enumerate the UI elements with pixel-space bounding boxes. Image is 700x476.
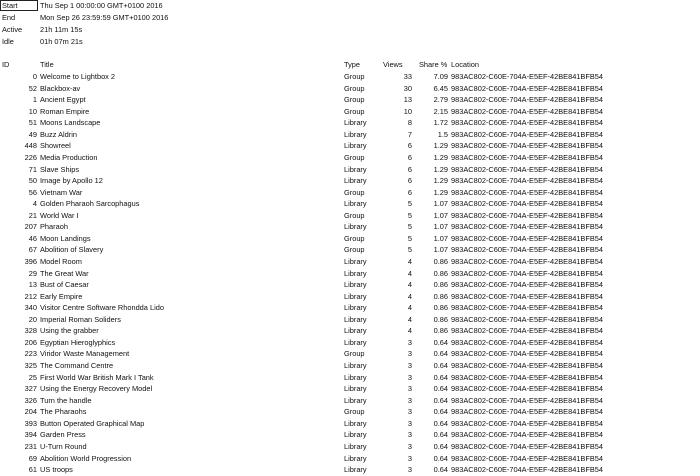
cell-title[interactable]: Buzz Aldrin [40,129,77,139]
cell-views[interactable]: 13 [403,95,412,105]
cell-id[interactable]: 4 [32,199,37,209]
cell-type[interactable]: Group [344,95,365,105]
table-row [0,129,700,141]
cell-id[interactable]: 1 [32,95,37,105]
cell-title[interactable]: Ancient Egypt [40,95,86,105]
cell-share[interactable]: 0.64 [433,441,448,451]
column-header-location[interactable]: Location [451,60,479,69]
meta-value[interactable]: Mon Sep 26 23:59:59 GMT+0100 2016 [40,13,169,22]
cell-location[interactable]: 983AC802-C60E-704A-E5EF-42BE841BFB54 [451,83,604,93]
cell-title[interactable]: US troops [40,465,73,474]
column-header-views[interactable]: Views [383,60,403,69]
cell-location[interactable]: 983AC802-C60E-704A-E5EF-42BE841BFB54 [451,129,604,139]
cell-title[interactable]: Showreel [40,141,71,151]
table-row [0,152,700,164]
cell-type[interactable]: Group [344,407,365,417]
cell-views[interactable]: 6 [407,152,412,162]
cell-share[interactable]: 6.45 [433,83,448,93]
cell-share[interactable]: 0.86 [433,303,448,313]
cell-location[interactable]: 983AC802-C60E-704A-E5EF-42BE841BFB54 [451,441,604,451]
cell-type[interactable]: Group [344,106,365,116]
cell-location[interactable]: 983AC802-C60E-704A-E5EF-42BE841BFB54 [451,407,604,417]
cell-share[interactable]: 0.64 [433,453,448,463]
cell-title[interactable]: Early Empire [40,291,83,301]
cell-title[interactable]: Moons Landscape [40,118,101,128]
cell-views[interactable]: 3 [407,372,412,382]
table-row [0,302,700,314]
cell-id[interactable]: 29 [28,268,37,278]
cell-title[interactable]: Abolition World Progression [40,453,132,463]
cell-type[interactable]: Group [344,187,365,197]
cell-title[interactable]: First World War British Mark I Tank [40,372,154,382]
table-row [0,140,700,152]
cell-share[interactable]: 0.64 [433,465,448,474]
cell-type[interactable]: Group [344,72,365,81]
table-row [0,117,700,129]
table-row [0,406,700,418]
cell-title[interactable]: Vietnam War [40,187,83,197]
cell-views[interactable]: 4 [407,326,412,336]
table-row [0,453,700,465]
cell-location[interactable]: 983AC802-C60E-704A-E5EF-42BE841BFB54 [451,291,604,301]
cell-id[interactable]: 204 [24,407,37,417]
cell-title[interactable]: Viridor Waste Management [40,349,130,359]
cell-type[interactable]: Library [344,164,367,174]
cell-title[interactable]: Bust of Caesar [40,280,89,290]
cell-location[interactable]: 983AC802-C60E-704A-E5EF-42BE841BFB54 [451,233,604,243]
cell-share[interactable]: 0.86 [433,326,448,336]
column-header-type[interactable]: Type [344,60,361,69]
column-header-row [0,59,700,71]
cell-id[interactable]: 51 [28,118,37,128]
table-row [0,383,700,395]
cell-type[interactable]: Library [344,430,367,440]
cell-type[interactable]: Library [344,129,367,139]
cell-share[interactable]: 0.86 [433,268,448,278]
cell-share[interactable]: 7.09 [433,72,448,81]
cell-type[interactable]: Library [344,441,367,451]
cell-views[interactable]: 4 [407,291,412,301]
cell-views[interactable]: 30 [403,83,412,93]
cell-share[interactable]: 1.29 [433,187,448,197]
cell-views[interactable]: 6 [407,187,412,197]
cell-id[interactable]: 396 [24,257,37,266]
cell-location[interactable]: 983AC802-C60E-704A-E5EF-42BE841BFB54 [451,372,604,382]
cell-id[interactable]: 327 [24,384,37,394]
cell-type[interactable]: Library [344,291,367,301]
table-row [0,164,700,176]
cell-type[interactable]: Group [344,245,365,255]
cell-location[interactable]: 983AC802-C60E-704A-E5EF-42BE841BFB54 [451,326,604,336]
cell-views[interactable]: 4 [407,257,412,266]
cell-location[interactable]: 983AC802-C60E-704A-E5EF-42BE841BFB54 [451,245,604,255]
cell-views[interactable]: 3 [407,361,412,370]
cell-share[interactable]: 0.86 [433,314,448,324]
cell-type[interactable]: Group [344,83,365,93]
cell-type[interactable]: Library [344,337,367,347]
cell-title[interactable]: The Pharaohs [40,407,87,417]
cell-location[interactable]: 983AC802-C60E-704A-E5EF-42BE841BFB54 [451,349,604,359]
table-row [0,210,700,222]
cell-type[interactable]: Library [344,303,367,313]
cell-type[interactable]: Library [344,465,367,474]
cell-type[interactable]: Library [344,395,367,405]
cell-title[interactable]: Imperial Roman Soliders [40,314,121,324]
cell-location[interactable]: 983AC802-C60E-704A-E5EF-42BE841BFB54 [451,361,604,370]
cell-type[interactable]: Library [344,141,367,151]
cell-title[interactable]: Moon Landings [40,233,91,243]
cell-id[interactable]: 13 [28,280,37,290]
cell-id[interactable]: 10 [28,106,37,116]
cell-views[interactable]: 3 [407,349,412,359]
cell-id[interactable]: 394 [24,430,37,440]
cell-type[interactable]: Group [344,152,365,162]
cell-location[interactable]: 983AC802-C60E-704A-E5EF-42BE841BFB54 [451,257,604,266]
cell-views[interactable]: 3 [407,430,412,440]
cell-views[interactable]: 5 [407,210,412,220]
column-header-id[interactable]: ID [2,60,10,69]
cell-title[interactable]: Visitor Centre Software Rhondda Lido [40,303,164,313]
cell-share[interactable]: 0.64 [433,337,448,347]
cell-title[interactable]: The Command Centre [40,361,114,370]
cell-views[interactable]: 6 [407,141,412,151]
table-row [0,198,700,210]
cell-location[interactable]: 983AC802-C60E-704A-E5EF-42BE841BFB54 [451,268,604,278]
cell-title[interactable]: Using the Energy Recovery Model [40,384,153,394]
cell-location[interactable]: 983AC802-C60E-704A-E5EF-42BE841BFB54 [451,280,604,290]
cell-views[interactable]: 6 [407,164,412,174]
cell-id[interactable]: 231 [24,441,37,451]
table-row [0,360,700,372]
cell-share[interactable]: 1.5 [437,129,448,139]
table-row [0,314,700,326]
cell-id[interactable]: 20 [28,314,37,324]
table-row [0,256,700,268]
cell-id[interactable]: 328 [24,326,37,336]
cell-location[interactable]: 983AC802-C60E-704A-E5EF-42BE841BFB54 [451,384,604,394]
cell-location[interactable]: 983AC802-C60E-704A-E5EF-42BE841BFB54 [451,187,604,197]
cell-id[interactable]: 212 [24,291,37,301]
table-row [0,337,700,349]
cell-type[interactable]: Library [344,418,367,428]
cell-location[interactable]: 983AC802-C60E-704A-E5EF-42BE841BFB54 [451,210,604,220]
table-row [0,279,700,291]
cell-location[interactable]: 983AC802-C60E-704A-E5EF-42BE841BFB54 [451,152,604,162]
cell-id[interactable]: 56 [28,187,37,197]
cell-title[interactable]: Blackbox-av [40,83,81,93]
cell-views[interactable]: 3 [407,418,412,428]
cell-share[interactable]: 2.79 [433,95,448,105]
cell-location[interactable]: 983AC802-C60E-704A-E5EF-42BE841BFB54 [451,465,604,474]
cell-id[interactable]: 326 [24,395,37,405]
cell-views[interactable]: 4 [407,280,412,290]
cell-type[interactable]: Library [344,257,367,266]
cell-id[interactable]: 393 [24,418,37,428]
table-row [0,175,700,187]
cell-location[interactable]: 983AC802-C60E-704A-E5EF-42BE841BFB54 [451,337,604,347]
cell-type[interactable]: Group [344,349,365,359]
cell-location[interactable]: 983AC802-C60E-704A-E5EF-42BE841BFB54 [451,395,604,405]
table-row [0,325,700,337]
cell-views[interactable]: 5 [407,233,412,243]
meta-row-end [0,12,700,24]
cell-id[interactable]: 50 [28,176,37,185]
cell-title[interactable]: Egyptian Hieroglyphics [40,337,116,347]
cell-location[interactable]: 983AC802-C60E-704A-E5EF-42BE841BFB54 [451,222,604,232]
cell-id[interactable]: 226 [24,152,37,162]
meta-label[interactable]: Active [2,25,23,34]
cell-views[interactable]: 3 [407,384,412,394]
cell-title[interactable]: Roman Empire [40,106,90,116]
cell-location[interactable]: 983AC802-C60E-704A-E5EF-42BE841BFB54 [451,176,604,185]
cell-id[interactable]: 69 [28,453,37,463]
cell-id[interactable]: 46 [28,233,37,243]
cell-id[interactable]: 325 [24,361,37,370]
cell-location[interactable]: 983AC802-C60E-704A-E5EF-42BE841BFB54 [451,72,604,81]
cell-location[interactable]: 983AC802-C60E-704A-E5EF-42BE841BFB54 [451,106,604,116]
table-row [0,418,700,430]
table-row [0,83,700,95]
meta-value[interactable]: 21h 11m 15s [40,25,83,34]
cell-type[interactable]: Group [344,233,365,243]
cell-id[interactable]: 207 [24,222,37,232]
cell-id[interactable]: 223 [24,349,37,359]
cell-views[interactable]: 6 [407,176,412,185]
cell-id[interactable]: 448 [24,141,37,151]
cell-views[interactable]: 8 [407,118,412,128]
cell-location[interactable]: 983AC802-C60E-704A-E5EF-42BE841BFB54 [451,453,604,463]
table-row [0,71,700,83]
cell-views[interactable]: 7 [407,129,412,139]
cell-title[interactable]: U-Turn Round [40,441,87,451]
cell-id[interactable]: 67 [28,245,37,255]
meta-row-start [0,0,700,12]
column-header-title[interactable]: Title [40,60,54,69]
cell-views[interactable]: 3 [407,441,412,451]
cell-share[interactable]: 1.29 [433,152,448,162]
cell-share[interactable]: 1.29 [433,176,448,185]
cell-location[interactable]: 983AC802-C60E-704A-E5EF-42BE841BFB54 [451,430,604,440]
cell-type[interactable]: Library [344,118,367,128]
cell-type[interactable]: Library [344,326,367,336]
table-row [0,441,700,453]
cell-type[interactable]: Library [344,314,367,324]
meta-value[interactable]: Thu Sep 1 00:00:00 GMT+0100 2016 [40,1,163,10]
cell-share[interactable]: 0.64 [433,430,448,440]
cell-type[interactable]: Group [344,210,365,220]
cell-share[interactable]: 0.86 [433,291,448,301]
cell-title[interactable]: Using the grabber [40,326,99,336]
cell-id[interactable]: 52 [28,83,37,93]
cell-title[interactable]: Image by Apollo 12 [40,176,103,185]
cell-title[interactable]: Pharaoh [40,222,68,232]
table-row [0,187,700,199]
cell-id[interactable]: 0 [32,72,37,81]
cell-views[interactable]: 33 [403,72,412,81]
cell-id[interactable]: 25 [28,372,37,382]
cell-share[interactable]: 0.64 [433,372,448,382]
cell-share[interactable]: 0.64 [433,407,448,417]
meta-label[interactable]: Idle [2,37,14,46]
cell-share[interactable]: 0.86 [433,257,448,266]
meta-row-idle [0,36,700,48]
cell-views[interactable]: 3 [407,465,412,474]
cell-share[interactable]: 0.64 [433,384,448,394]
cell-title[interactable]: The Great War [40,268,89,278]
cell-views[interactable]: 5 [407,199,412,209]
meta-label[interactable]: End [2,13,16,22]
cell-title[interactable]: Slave Ships [40,164,80,174]
cell-views[interactable]: 10 [403,106,412,116]
cell-share[interactable]: 2.15 [433,106,448,116]
cell-views[interactable]: 5 [407,245,412,255]
cell-id[interactable]: 49 [28,129,37,139]
cell-share[interactable]: 1.07 [433,233,448,243]
cell-views[interactable]: 5 [407,222,412,232]
cell-location[interactable]: 983AC802-C60E-704A-E5EF-42BE841BFB54 [451,314,604,324]
cell-type[interactable]: Library [344,372,367,382]
table-row [0,429,700,441]
table-row [0,94,700,106]
table-row [0,268,700,280]
cell-location[interactable]: 983AC802-C60E-704A-E5EF-42BE841BFB54 [451,303,604,313]
cell-type[interactable]: Library [344,453,367,463]
cell-location[interactable]: 983AC802-C60E-704A-E5EF-42BE841BFB54 [451,118,604,128]
table-row [0,106,700,118]
table-row [0,348,700,360]
cell-share[interactable]: 1.07 [433,222,448,232]
cell-title[interactable]: Abolition of Slavery [40,245,104,255]
cell-share[interactable]: 1.07 [433,210,448,220]
cell-id[interactable]: 340 [24,303,37,313]
column-header-share[interactable]: Share % [419,60,448,69]
cell-location[interactable]: 983AC802-C60E-704A-E5EF-42BE841BFB54 [451,141,604,151]
cell-type[interactable]: Library [344,280,367,290]
meta-row-active [0,24,700,36]
cell-location[interactable]: 983AC802-C60E-704A-E5EF-42BE841BFB54 [451,95,604,105]
cell-id[interactable]: 61 [28,465,37,474]
cell-type[interactable]: Library [344,199,367,209]
cell-share[interactable]: 1.29 [433,141,448,151]
cell-title[interactable]: Golden Pharaoh Sarcophagus [40,199,140,209]
cell-title[interactable]: Garden Press [40,430,86,440]
cell-title[interactable]: Button Operated Graphical Map [40,418,145,428]
table-row [0,464,700,476]
cell-share[interactable]: 0.64 [433,361,448,370]
table-row [0,395,700,407]
cell-type[interactable]: Library [344,176,367,185]
table-row [0,291,700,303]
cell-share[interactable]: 0.64 [433,349,448,359]
meta-label[interactable]: Start [2,1,18,10]
cell-views[interactable]: 3 [407,453,412,463]
table-row [0,372,700,384]
table-row [0,244,700,256]
cell-share[interactable]: 1.29 [433,164,448,174]
cell-views[interactable]: 4 [407,303,412,313]
cell-share[interactable]: 1.07 [433,245,448,255]
cell-share[interactable]: 0.86 [433,280,448,290]
cell-id[interactable]: 71 [28,164,37,174]
cell-location[interactable]: 983AC802-C60E-704A-E5EF-42BE841BFB54 [451,164,604,174]
cell-type[interactable]: Library [344,222,367,232]
cell-id[interactable]: 21 [28,210,37,220]
cell-share[interactable]: 0.64 [433,395,448,405]
cell-title[interactable]: Media Production [40,152,98,162]
cell-views[interactable]: 3 [407,395,412,405]
cell-location[interactable]: 983AC802-C60E-704A-E5EF-42BE841BFB54 [451,418,604,428]
cell-views[interactable]: 4 [407,314,412,324]
cell-views[interactable]: 4 [407,268,412,278]
cell-title[interactable]: Welcome to Lightbox 2 [40,72,116,81]
cell-share[interactable]: 0.64 [433,418,448,428]
table-row [0,221,700,233]
cell-title[interactable]: World War I [40,210,79,220]
cell-title[interactable]: Model Room [40,257,82,266]
cell-views[interactable]: 3 [407,407,412,417]
cell-share[interactable]: 1.07 [433,199,448,209]
cell-id[interactable]: 206 [24,337,37,347]
cell-share[interactable]: 1.72 [433,118,448,128]
cell-type[interactable]: Library [344,384,367,394]
cell-type[interactable]: Library [344,268,367,278]
cell-location[interactable]: 983AC802-C60E-704A-E5EF-42BE841BFB54 [451,199,604,209]
meta-value[interactable]: 01h 07m 21s [40,37,83,46]
cell-views[interactable]: 3 [407,337,412,347]
table-row [0,233,700,245]
cell-title[interactable]: Turn the handle [40,395,92,405]
cell-type[interactable]: Library [344,361,367,370]
